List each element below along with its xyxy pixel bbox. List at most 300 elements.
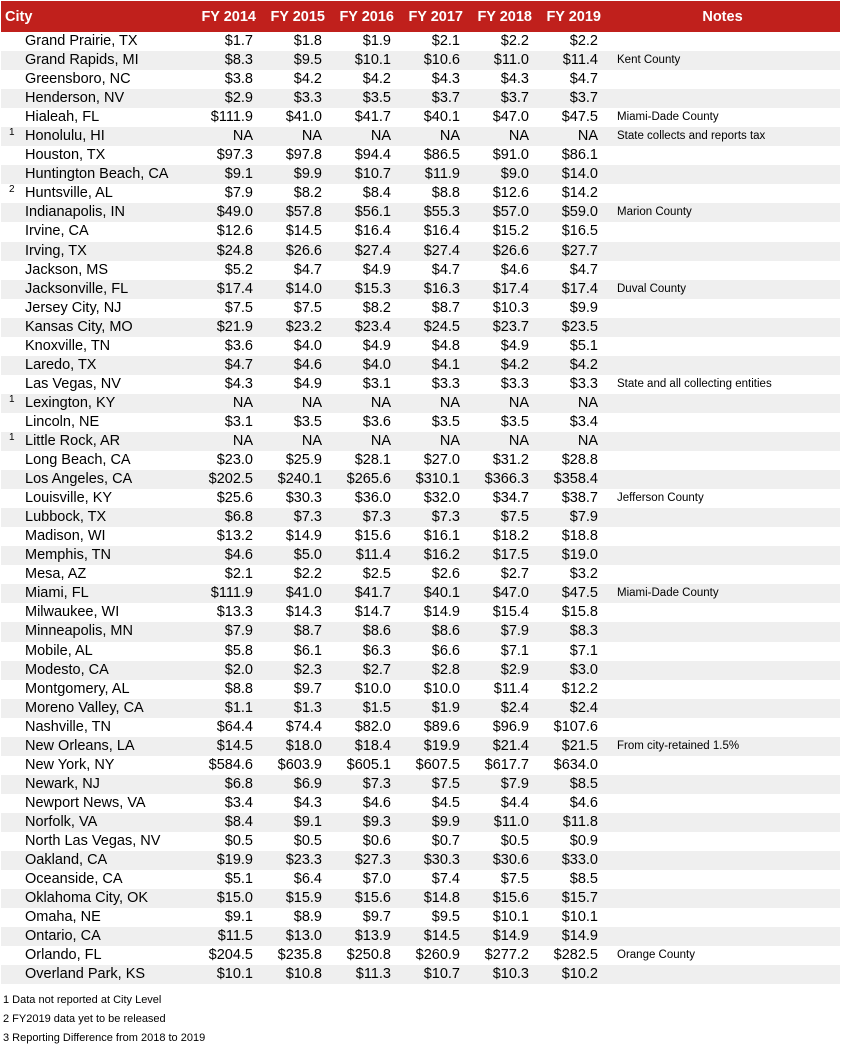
fy2017-cell: $40.1 bbox=[398, 584, 467, 603]
fy2019-cell: $3.7 bbox=[536, 89, 605, 108]
fy2017-cell: $8.7 bbox=[431, 299, 460, 316]
city-cell: Louisville, KY bbox=[25, 490, 113, 507]
fy2017-cell: $9.9 bbox=[398, 813, 467, 832]
footnote-marker bbox=[1, 927, 19, 946]
fy2016-cell: $7.3 bbox=[329, 775, 398, 794]
city-cell: Madison, WI bbox=[25, 528, 106, 545]
fy2018-cell: $15.2 bbox=[492, 223, 529, 240]
fy2017-cell: $7.4 bbox=[431, 871, 460, 888]
city-cell: Huntington Beach, CA bbox=[19, 165, 191, 184]
city-cell: Mobile, AL bbox=[25, 642, 93, 659]
fy2016-cell: $1.9 bbox=[362, 33, 391, 50]
footnote-marker bbox=[1, 908, 19, 927]
fy2016-cell: $7.3 bbox=[329, 508, 398, 527]
table-row bbox=[1, 737, 840, 756]
fy2019-cell: $7.9 bbox=[536, 508, 605, 527]
fy2016-cell: NA bbox=[329, 394, 398, 413]
fy2017-cell: $19.9 bbox=[398, 737, 467, 756]
footnote-marker bbox=[1, 280, 19, 299]
city-cell: Laredo, TX bbox=[19, 356, 191, 375]
fy2016-cell: $3.1 bbox=[362, 375, 391, 392]
fy2014-cell: $1.1 bbox=[191, 699, 260, 718]
footnote-marker bbox=[1, 508, 19, 527]
table-row bbox=[1, 394, 840, 413]
footnote-marker bbox=[1, 451, 19, 470]
table-row bbox=[1, 184, 840, 203]
fy2014-cell: $0.5 bbox=[224, 832, 253, 849]
fy2016-cell: $15.6 bbox=[329, 889, 398, 908]
table-row bbox=[1, 146, 840, 165]
city-cell: Little Rock, AR bbox=[19, 432, 191, 451]
fy2017-cell: $4.8 bbox=[431, 337, 460, 354]
footnote-marker: 1 bbox=[1, 394, 19, 413]
table-row bbox=[1, 280, 840, 299]
fy2015-cell: $15.9 bbox=[260, 889, 329, 908]
table-row bbox=[1, 680, 840, 699]
fy2014-cell: $21.9 bbox=[191, 318, 260, 337]
table-row bbox=[1, 203, 840, 222]
fy2018-cell: $14.9 bbox=[467, 927, 536, 946]
footnote-marker bbox=[1, 603, 19, 622]
fy2017-cell: $8.6 bbox=[398, 622, 467, 641]
table-row bbox=[1, 165, 840, 184]
fy2014-cell: $2.1 bbox=[224, 566, 253, 583]
fy2016-cell: $27.3 bbox=[329, 851, 398, 870]
table-row bbox=[1, 642, 840, 661]
fy2015-cell: $603.9 bbox=[277, 756, 322, 773]
fy2016-cell: $1.5 bbox=[329, 699, 398, 718]
fy2014-cell: NA bbox=[191, 432, 260, 451]
city-cell: Oakland, CA bbox=[19, 851, 191, 870]
footnote-line: 1 Data not reported at City Level bbox=[3, 994, 162, 1006]
notes-cell: Kent County bbox=[605, 51, 840, 70]
fy2016-cell: $11.3 bbox=[329, 965, 398, 984]
fy2014-cell: $7.9 bbox=[191, 622, 260, 641]
footnote-marker bbox=[1, 546, 19, 565]
table-row bbox=[1, 261, 840, 280]
fy2015-cell: $240.1 bbox=[260, 470, 329, 489]
footnote-marker bbox=[1, 527, 19, 546]
notes-cell bbox=[605, 184, 840, 203]
notes-cell bbox=[605, 927, 840, 946]
notes-cell bbox=[605, 413, 840, 432]
table-row bbox=[1, 546, 840, 565]
fy2019-cell: $4.7 bbox=[569, 71, 598, 88]
fy2019-cell: $3.2 bbox=[569, 566, 598, 583]
table-row bbox=[1, 661, 840, 680]
city-cell: Norfolk, VA bbox=[19, 813, 191, 832]
column-header-fy2014: FY 2014 bbox=[191, 1, 260, 32]
fy2017-cell: NA bbox=[398, 394, 467, 413]
fy2017-cell: $24.5 bbox=[398, 318, 467, 337]
fy2014-cell: $2.0 bbox=[191, 661, 260, 680]
city-cell: Honolulu, HI bbox=[19, 127, 191, 146]
city-cell: Memphis, TN bbox=[19, 546, 191, 565]
fy2018-cell: $9.0 bbox=[467, 165, 536, 184]
fy2019-cell: $47.5 bbox=[561, 109, 598, 126]
fy2018-cell: $7.1 bbox=[500, 642, 529, 659]
fy2015-cell: $14.0 bbox=[260, 280, 329, 299]
fy2015-cell: $0.5 bbox=[293, 832, 322, 849]
notes-cell bbox=[605, 699, 840, 718]
fy2015-cell: $23.3 bbox=[260, 851, 329, 870]
table-row bbox=[1, 222, 840, 241]
fy2016-cell: $10.0 bbox=[354, 680, 391, 697]
fy2018-cell: $10.3 bbox=[467, 965, 536, 984]
fy2014-cell: $5.2 bbox=[224, 261, 253, 278]
fy2014-cell: $15.0 bbox=[191, 889, 260, 908]
table-row bbox=[1, 832, 840, 851]
fy2014-cell: $49.0 bbox=[191, 203, 260, 222]
fy2017-cell: $40.1 bbox=[423, 109, 460, 126]
table-row bbox=[1, 127, 840, 146]
table-row bbox=[1, 699, 840, 718]
fy2015-cell: $9.5 bbox=[260, 51, 329, 70]
fy2018-cell: $15.6 bbox=[467, 889, 536, 908]
city-cell: Irvine, CA bbox=[25, 223, 89, 240]
fy2018-cell: $3.5 bbox=[500, 413, 529, 430]
fy2015-cell: $3.5 bbox=[293, 413, 322, 430]
footnote-marker bbox=[1, 261, 19, 280]
fy2018-cell: $47.0 bbox=[492, 109, 529, 126]
notes-cell: State and all collecting entities bbox=[617, 377, 772, 390]
footnote-marker bbox=[1, 642, 19, 661]
table-row bbox=[1, 946, 840, 965]
fy2017-cell: $6.6 bbox=[431, 642, 460, 659]
fy2017-cell: $7.3 bbox=[398, 508, 467, 527]
fy2014-cell: $17.4 bbox=[191, 280, 260, 299]
fy2018-cell: NA bbox=[467, 394, 536, 413]
footnote-marker bbox=[1, 146, 19, 165]
notes-cell bbox=[605, 565, 840, 584]
table-row bbox=[1, 908, 840, 927]
fy2016-cell: $8.2 bbox=[362, 299, 391, 316]
fy2016-cell: $2.7 bbox=[329, 661, 398, 680]
fy2018-cell: $7.5 bbox=[467, 508, 536, 527]
fy2017-cell: $3.3 bbox=[431, 375, 460, 392]
fy2017-cell: $27.0 bbox=[423, 452, 460, 469]
table-row bbox=[1, 337, 840, 356]
fy2019-cell: $107.6 bbox=[553, 718, 598, 735]
city-cell: Hialeah, FL bbox=[25, 109, 100, 126]
column-header-fy2017: FY 2017 bbox=[398, 1, 467, 32]
table-row bbox=[1, 70, 840, 89]
notes-cell: Miami-Dade County bbox=[617, 111, 719, 124]
city-cell: Jersey City, NJ bbox=[25, 299, 122, 316]
fy2018-cell: $4.9 bbox=[500, 337, 529, 354]
notes-cell: Marion County bbox=[605, 203, 840, 222]
fy2014-cell: $23.0 bbox=[216, 452, 253, 469]
city-cell: Milwaukee, WI bbox=[25, 604, 120, 621]
fy2017-cell: $14.8 bbox=[398, 889, 467, 908]
fy2019-cell: $12.2 bbox=[561, 680, 598, 697]
fy2014-cell: $9.1 bbox=[191, 165, 260, 184]
notes-cell bbox=[605, 889, 840, 908]
footnote-marker bbox=[1, 813, 19, 832]
fy2014-cell: $14.5 bbox=[191, 737, 260, 756]
city-cell: Las Vegas, NV bbox=[25, 375, 121, 392]
fy2015-cell: $9.1 bbox=[260, 813, 329, 832]
fy2018-cell: $18.2 bbox=[492, 528, 529, 545]
footnote-marker bbox=[1, 318, 19, 337]
city-cell: Huntsville, AL bbox=[25, 185, 113, 202]
fy2014-cell: NA bbox=[191, 394, 260, 413]
fy2017-cell: $14.5 bbox=[398, 927, 467, 946]
fy2018-cell: $34.7 bbox=[492, 490, 529, 507]
fy2014-cell: $1.7 bbox=[224, 33, 253, 50]
notes-cell bbox=[605, 337, 840, 356]
city-cell: New Orleans, LA bbox=[19, 737, 191, 756]
city-cell: Oklahoma City, OK bbox=[19, 889, 191, 908]
table-row bbox=[1, 813, 840, 832]
fy2017-cell: $86.5 bbox=[423, 147, 460, 164]
table-row bbox=[1, 356, 840, 375]
fy2017-cell: $8.8 bbox=[431, 185, 460, 202]
notes-cell bbox=[605, 756, 840, 775]
table-row bbox=[1, 32, 840, 51]
fy2016-cell: $4.9 bbox=[362, 337, 391, 354]
table-row bbox=[1, 508, 840, 527]
column-header-city: City bbox=[1, 1, 191, 32]
fy2019-cell: $3.0 bbox=[536, 661, 605, 680]
city-cell: Kansas City, MO bbox=[19, 318, 191, 337]
fy2016-cell: $3.6 bbox=[362, 413, 391, 430]
fy2017-cell: $4.1 bbox=[398, 356, 467, 375]
notes-cell: Jefferson County bbox=[617, 492, 704, 505]
notes-cell bbox=[605, 451, 840, 470]
notes-cell: Duval County bbox=[605, 280, 840, 299]
fy2015-cell: $14.9 bbox=[285, 528, 322, 545]
fy2019-cell: $8.5 bbox=[569, 871, 598, 888]
fy2018-cell: $2.4 bbox=[467, 699, 536, 718]
fy2019-cell: $86.1 bbox=[561, 147, 598, 164]
footnote-marker bbox=[1, 89, 19, 108]
fy2016-cell: $3.5 bbox=[329, 89, 398, 108]
fy2019-cell: $15.7 bbox=[536, 889, 605, 908]
fy2016-cell: $16.4 bbox=[354, 223, 391, 240]
city-cell: Greensboro, NC bbox=[25, 71, 131, 88]
fy2014-cell: $7.9 bbox=[224, 185, 253, 202]
fy2018-cell: $21.4 bbox=[467, 737, 536, 756]
notes-cell bbox=[605, 261, 840, 280]
fy2018-cell: $11.0 bbox=[467, 51, 536, 70]
fy2017-cell: $16.1 bbox=[423, 528, 460, 545]
column-header-notes: Notes bbox=[605, 1, 840, 32]
fy2017-cell: $0.7 bbox=[431, 832, 460, 849]
city-cell: Oceanside, CA bbox=[25, 871, 123, 888]
fy2017-cell: $16.2 bbox=[398, 546, 467, 565]
fy2017-cell: $4.3 bbox=[431, 71, 460, 88]
fy2015-cell: $4.0 bbox=[293, 337, 322, 354]
fy2014-cell: $25.6 bbox=[216, 490, 253, 507]
footnote-marker bbox=[1, 851, 19, 870]
fy2015-cell: $57.8 bbox=[260, 203, 329, 222]
notes-cell bbox=[605, 813, 840, 832]
table-row bbox=[1, 108, 840, 127]
fy2019-cell: $15.8 bbox=[561, 604, 598, 621]
footnote-marker bbox=[1, 165, 19, 184]
fy2019-cell: $8.5 bbox=[536, 775, 605, 794]
footnote-marker bbox=[1, 718, 19, 737]
fy2015-cell: $23.2 bbox=[260, 318, 329, 337]
notes-cell bbox=[605, 775, 840, 794]
fy2016-cell: $82.0 bbox=[354, 718, 391, 735]
fy2015-cell: $4.9 bbox=[293, 375, 322, 392]
fy2018-cell: $15.4 bbox=[492, 604, 529, 621]
fy2017-cell: $3.5 bbox=[431, 413, 460, 430]
notes-cell: From city-retained 1.5% bbox=[605, 737, 840, 756]
fy2014-cell: $3.4 bbox=[224, 794, 253, 811]
fy2015-cell: $26.6 bbox=[260, 242, 329, 261]
fy2019-cell: $47.5 bbox=[536, 584, 605, 603]
table-row bbox=[1, 756, 840, 775]
fy2018-cell: $4.6 bbox=[500, 261, 529, 278]
fy2019-cell: $5.1 bbox=[569, 337, 598, 354]
city-cell: Newark, NJ bbox=[19, 775, 191, 794]
notes-cell bbox=[605, 622, 840, 641]
table-row bbox=[1, 565, 840, 584]
fy2018-cell: $10.1 bbox=[492, 909, 529, 926]
fy2016-cell: $10.1 bbox=[329, 51, 398, 70]
footnote-marker bbox=[1, 242, 19, 261]
footnote-marker bbox=[1, 413, 19, 432]
fy2019-cell: $21.5 bbox=[536, 737, 605, 756]
city-cell: Henderson, NV bbox=[19, 89, 191, 108]
fy2017-cell: $30.3 bbox=[398, 851, 467, 870]
table-row bbox=[1, 470, 840, 489]
table-row bbox=[1, 927, 840, 946]
notes-cell bbox=[605, 527, 840, 546]
fy2015-cell: $7.3 bbox=[260, 508, 329, 527]
fy2018-cell: $2.7 bbox=[500, 566, 529, 583]
table-row bbox=[1, 318, 840, 337]
notes-cell bbox=[605, 222, 840, 241]
notes-cell bbox=[605, 146, 840, 165]
notes-cell: Orange County bbox=[617, 949, 695, 962]
table-row bbox=[1, 242, 840, 261]
fy2014-cell: $11.5 bbox=[191, 927, 260, 946]
fy2017-cell: $10.7 bbox=[398, 965, 467, 984]
table-row bbox=[1, 851, 840, 870]
fy2014-cell: $5.1 bbox=[224, 871, 253, 888]
column-header-fy2018: FY 2018 bbox=[467, 1, 536, 32]
footnote-marker bbox=[1, 965, 19, 984]
fy2018-cell: $57.0 bbox=[467, 203, 536, 222]
column-header-fy2016: FY 2016 bbox=[329, 1, 398, 32]
fy2017-cell: $2.8 bbox=[398, 661, 467, 680]
city-cell: Jackson, MS bbox=[25, 261, 108, 278]
notes-cell bbox=[605, 432, 840, 451]
fy2015-cell: $9.9 bbox=[260, 165, 329, 184]
fy2015-cell: $2.3 bbox=[260, 661, 329, 680]
fy2014-cell: $24.8 bbox=[191, 242, 260, 261]
column-header-fy2019: FY 2019 bbox=[536, 1, 605, 32]
fy2015-cell: $6.4 bbox=[293, 871, 322, 888]
notes-cell bbox=[605, 642, 840, 661]
fy2015-cell: $74.4 bbox=[285, 718, 322, 735]
fy2016-cell: $14.7 bbox=[354, 604, 391, 621]
footnote-marker bbox=[1, 337, 19, 356]
fy2018-cell: $96.9 bbox=[492, 718, 529, 735]
fy2015-cell: $8.2 bbox=[293, 185, 322, 202]
fy2018-cell: $26.6 bbox=[467, 242, 536, 261]
city-cell: Omaha, NE bbox=[25, 909, 101, 926]
notes-cell bbox=[605, 661, 840, 680]
fy2015-cell: $1.8 bbox=[293, 33, 322, 50]
fy2015-cell: $97.8 bbox=[285, 147, 322, 164]
fy2019-cell: $358.4 bbox=[536, 470, 605, 489]
fy2019-cell: $282.5 bbox=[553, 947, 598, 964]
table-row bbox=[1, 794, 840, 813]
table-row bbox=[1, 527, 840, 546]
fy2019-cell: $3.4 bbox=[569, 413, 598, 430]
fy2016-cell: $6.3 bbox=[362, 642, 391, 659]
fy2015-cell: $2.2 bbox=[293, 566, 322, 583]
fy2014-cell: $64.4 bbox=[216, 718, 253, 735]
fy2017-cell: NA bbox=[398, 432, 467, 451]
fy2019-cell: $3.3 bbox=[569, 375, 598, 392]
fy2018-cell: $11.4 bbox=[493, 680, 529, 697]
footnote-marker bbox=[1, 775, 19, 794]
fy2018-cell: $0.5 bbox=[500, 832, 529, 849]
fy2016-cell: $15.3 bbox=[329, 280, 398, 299]
fy2018-cell: $277.2 bbox=[484, 947, 529, 964]
fy2019-cell: $16.5 bbox=[561, 223, 598, 240]
notes-cell bbox=[605, 356, 840, 375]
fy2019-cell: $11.4 bbox=[536, 51, 605, 70]
footnote-marker bbox=[1, 51, 19, 70]
fy2015-cell: $4.3 bbox=[293, 794, 322, 811]
fy2015-cell: $9.7 bbox=[293, 680, 322, 697]
fy2015-cell: $6.1 bbox=[293, 642, 322, 659]
fy2019-cell: $38.7 bbox=[561, 490, 598, 507]
city-cell: Long Beach, CA bbox=[25, 452, 131, 469]
fy2019-cell: $59.0 bbox=[536, 203, 605, 222]
fy2018-cell: $4.3 bbox=[500, 71, 529, 88]
notes-cell bbox=[605, 603, 840, 622]
fy2019-cell: NA bbox=[536, 432, 605, 451]
fy2015-cell: $4.6 bbox=[260, 356, 329, 375]
fy2017-cell: $260.9 bbox=[415, 947, 460, 964]
footnote-marker bbox=[1, 203, 19, 222]
fy2017-cell: $607.5 bbox=[415, 756, 460, 773]
table-row bbox=[1, 965, 840, 984]
footnote-marker bbox=[1, 32, 19, 51]
footnote-marker bbox=[1, 470, 19, 489]
fy2014-cell: $10.1 bbox=[191, 965, 260, 984]
fy2016-cell: $18.4 bbox=[329, 737, 398, 756]
notes-cell bbox=[605, 908, 840, 927]
fy2014-cell: $6.8 bbox=[191, 508, 260, 527]
fy2016-cell: $27.4 bbox=[329, 242, 398, 261]
fy2019-cell: $10.2 bbox=[536, 965, 605, 984]
notes-cell: State collects and reports tax bbox=[605, 127, 840, 146]
fy2017-cell: $14.9 bbox=[423, 604, 460, 621]
fy2015-cell: $6.9 bbox=[260, 775, 329, 794]
notes-cell bbox=[605, 680, 840, 699]
fy2014-cell: $111.9 bbox=[210, 109, 253, 126]
city-cell: Houston, TX bbox=[25, 147, 106, 164]
fy2019-cell: $4.7 bbox=[569, 261, 598, 278]
fy2017-cell: $2.1 bbox=[431, 33, 460, 50]
fy2017-cell: $310.1 bbox=[398, 470, 467, 489]
footnote-marker bbox=[1, 375, 19, 394]
footnote-marker bbox=[1, 946, 19, 965]
city-cell: Lubbock, TX bbox=[19, 508, 191, 527]
city-cell: Moreno Valley, CA bbox=[19, 699, 191, 718]
fy2016-cell: $7.0 bbox=[362, 871, 391, 888]
footnote-marker bbox=[1, 661, 19, 680]
